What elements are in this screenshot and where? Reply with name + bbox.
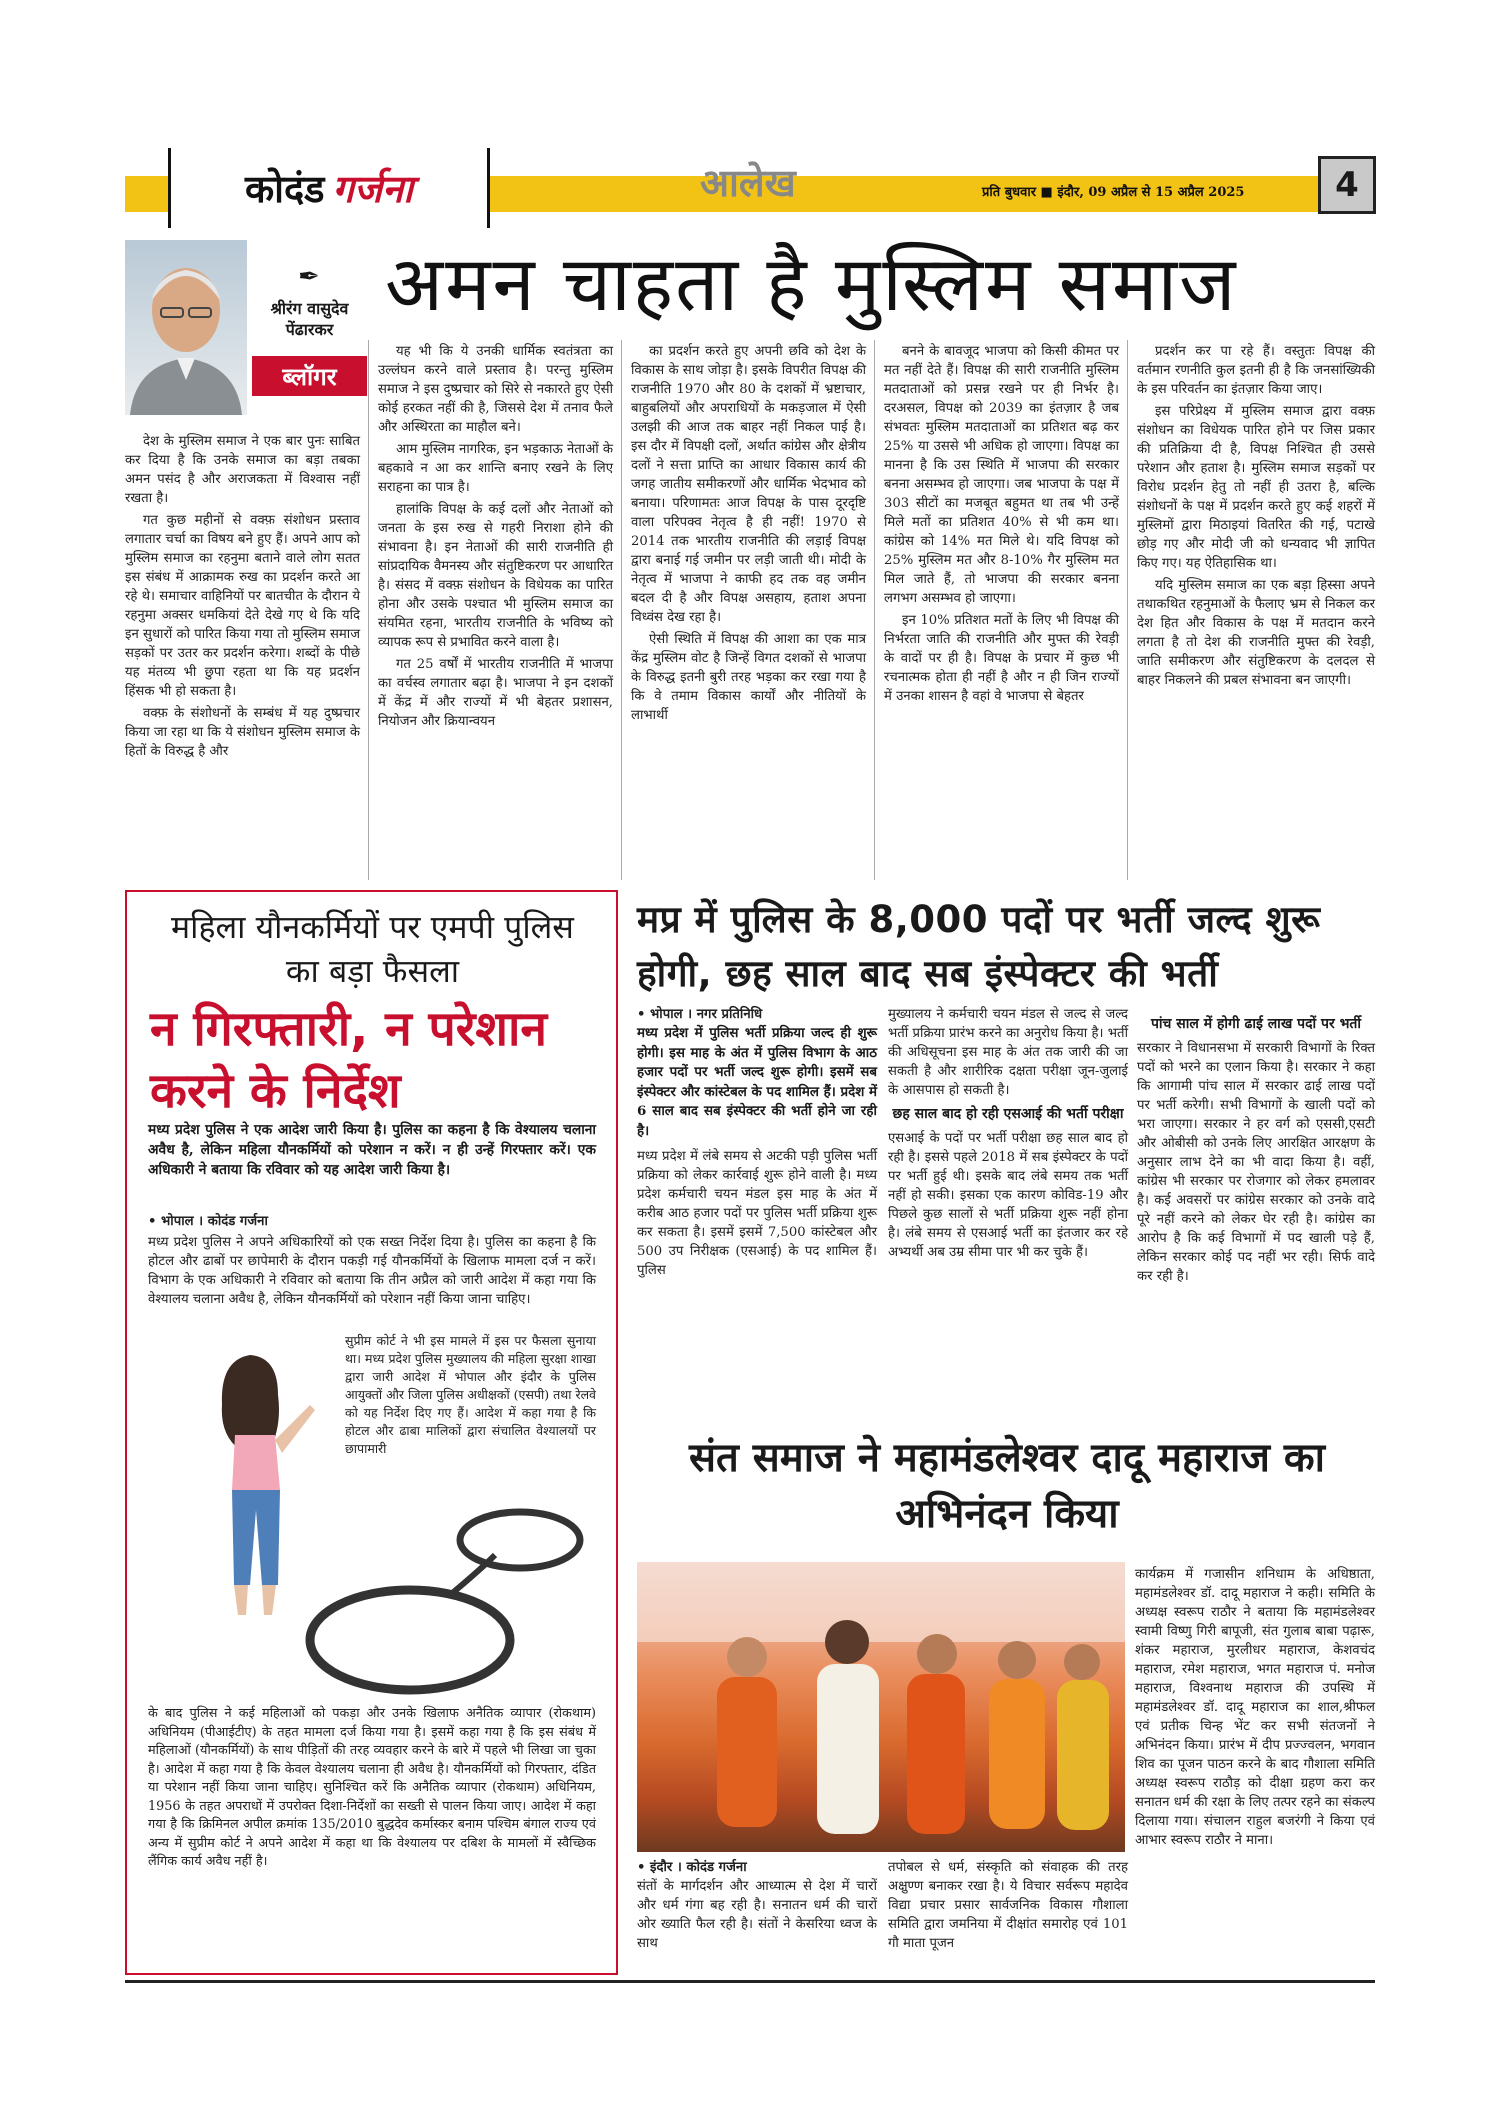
police-lead: मध्य प्रदेश में पुलिस भर्ती प्रक्रिया जल्द ही शुरू होगी। इस माह के अंत में पुलिस विभाग के आठ हजार पदों पर भर्ती जल्द शुरू होगी। इसमें सब इंस्पेक्टर और कांस्टेबल के पद शामिल हैं। प्रदेश में 6 साल बाद सब इंस्पेक्टर की भर्ती होने जा रही है। [637,1025,877,1139]
police-dateline: • भोपाल । नगर प्रतिनिधि [637,1007,763,1022]
police-body-3: एसआई के पदों पर भर्ती परीक्षा छह साल बाद हो रही है। इससे पहले 2018 में सब इंस्पेक्टर के पदों पर भर्ती हुई थी। इसके बाद लंबे समय तक भर्ती नहीं हो सकी। इसका एक कारण कोविड-19 और पिछले कुछ सालों से भर्ती प्रक्रिया शुरू नहीं होना है। लंबे समय से एसआई भर्ती का इंतजार कर रहे अभ्यर्थी अब उम्र सीमा पार भी कर चुके हैं। [888,1131,1128,1260]
sant-body-1: संतों के मार्गदर्शन और आध्यात्म से देश में चारों और धर्म गंगा बह रही है। सनातन धर्म की चारों ओर ख्याति फैल रही है। संतों ने केसरिया ध्वज के साथ [637,1879,877,1951]
bottom-rule [125,1980,1375,1983]
paragraph: यदि मुस्लिम समाज का एक बड़ा हिस्सा अपने तथाकथित रहनुमाओं के फैलाए भ्रम से निकल कर देश हित और विकास के पक्ष में मतदान करने लगता है तो देश की राजनीति मुफ्त की रेवड़ी, जाति समीकरण और संतुष्टिकरण के दलदल से बाहर निकलने की प्रबल संभावना बन जाएगी। [1137,578,1375,688]
mahila-body-2: सुप्रीम कोर्ट ने भी इस मामले में इस पर फैसला सुनाया था। मध्य प्रदेश पुलिस मुख्यालय की महिला सुरक्षा शाखा द्वारा जारी आदेश में भोपाल और इंदौर के पुलिस आयुक्तों और जिला पुलिस अधीक्षकों (एसपी) तथा रेलवे को यह निर्देश दिए गए हैं। आदेश में कहा गया है कि होटल और ढाबा मालिकों द्वारा संचालित वेश्यालयों पर छापामारी [345,1333,596,1456]
column-rule [1127,340,1128,880]
sant-dateline: • इंदौर । कोदंड गर्जना [637,1860,747,1875]
police-column-1 [637,1005,877,1280]
police-subhead-2: पांच साल में होगी ढाई लाख पदों पर भर्ती [1150,1016,1362,1032]
mahila-dateline: • भोपाल । कोदंड गर्जना [148,1214,268,1229]
police-body-1: मध्य प्रदेश में लंबे समय से अटकी पड़ी पुलिस भर्ती प्रक्रिया को लेकर कार्रवाई शुरू होने वाली है। मध्य प्रदेश कर्मचारी चयन मंडल इस माह के अंत में करीब आठ हजार पदों पर पुलिस भर्ती प्रक्रिया शुरू कर सकता है। इसमें इसमें 7,500 कांस्टेबल और 500 उप निरीक्षक (एसआई) के पद शामिल हैं। पुलिस [637,1149,877,1278]
mahila-lead: मध्य प्रदेश पुलिस ने एक आदेश जारी किया है। पुलिस का कहना है कि वेश्यालय चलाना अवैध है, लेकिन महिला यौनकर्मियों को परेशान न करें। न ही उन्हें गिरफ्तार करें। एक अधिकारी ने बताया कि रविवार को यह आदेश जारी किया है। [148,1122,596,1178]
author-role-badge: ब्लॉगर [252,356,367,396]
column-rule [621,340,622,880]
paragraph: गत कुछ महीनों से वक्फ़ संशोधन प्रस्ताव लगातार चर्चा का विषय बने हुए हैं। अपने आप को मुस्लिम समाज का रहनुमा बताने वाले लोग सतत इस संबंध में आक्रामक रुख का प्रदर्शन करते आ रहे थे। समाचार वाहिनियों पर बातचीत के दौरान ये रहनुमा अक्सर धमकियां देते देखे गए थे कि यदि इन सुधारों को पारित किया गया तो मुस्लिम समाज सड़कों पर उतर कर प्रदर्शन करेगा। शब्दों के पीछे यह मंतव्य भी छुपा रहता था कि यह प्रदर्शन हिंसक भी हो सकता है। [125,513,360,699]
paragraph: गत 25 वर्षों में भारतीय राजनीति में भाजपा का वर्चस्व लगातार बढ़ा है। भाजपा ने इन दशकों में केंद्र में और राज्यों में भी बेहतर प्रशासन, नियोजन और क्रियान्वयन [378,657,613,729]
opinion-headline: अमन चाहता है मुस्लिम समाज [385,239,1238,328]
logo-text-2: गर्जना [332,166,414,211]
handcuffs-illustration [300,1470,600,1700]
sant-column-1 [637,1858,877,1953]
mahila-kicker: महिला यौनकर्मियों पर एमपी पुलिस का बड़ा फैसला [171,908,574,990]
police-body-4: सरकार ने विधानसभा में सरकारी विभागों के रिक्त पदों को भरने का एलान किया है। सरकार ने कहा कि आगामी पांच साल में सरकार ढाई लाख पदों पर भर्ती करेगी। सभी विभागों के खाली पदों को भरा जाएगा। सरकार ने हर वर्ग को एससी,एसटी और ओबीसी को उनके लिए आरक्षित आरक्षण के अनुसार लाभ देने का भी वादा किया है। वहीं, कांग्रेस भी सरकार पर रोजगार को लेकर हमलावर है। कई अवसरों पर कांग्रेस सरकार को उनके वादे पूरे नहीं करने को लेकर घेर रही है। कांग्रेस का आरोप है कि कई विभागों में पद खाली पड़े हैं, लेकिन सरकार कोई पद नहीं भर रही। सिर्फ वादे कर रही है। [1137,1041,1375,1284]
pen-icon: ✒ [298,262,320,292]
paragraph: इस परिप्रेक्ष्य में मुस्लिम समाज द्वारा वक्फ़ संशोधन का विधेयक पारित होने पर जिस प्रकार की प्रतिक्रिया दी है, विपक्ष निश्चित ही उससे परेशान और हताश है। मुस्लिम समाज सड़कों पर विरोध प्रदर्शन हेतु तो नहीं ही उतरा है, बल्कि संशोधनों के पक्ष में प्रदर्शन करते हुए कई शहरों में मुस्लिमों द्वारा मिठाइयां वितरित की गई, पटाखे छोड़ गए और मोदी जी को धन्यवाद भी ज्ञापित किए गए। यह ऐतिहासिक था। [1137,404,1375,571]
event-photo [637,1562,1125,1852]
logo-text-1: कोदंड [244,166,325,211]
sant-headline: संत समाज ने महामंडलेश्वर दादू महाराज का अभिनंदन किया [689,1435,1325,1537]
column-rule [874,340,875,880]
author-photo [125,240,247,415]
paragraph: ऐसी स्थिति में विपक्ष की आशा का एक मात्र केंद्र मुस्लिम वोट है जिन्हें विगत दशकों से भाजपा के विरुद्ध इतनी बुरी तरह भड़का कर रखा गया है कि वे तमाम विकास कार्यों और नीतियों के लाभार्थी [631,632,866,723]
opinion-column-2 [378,342,613,734]
paragraph: का प्रदर्शन करते हुए अपनी छवि को देश के विकास के साथ जोड़ा है। इसके विपरीत विपक्ष की राजनीति 1970 और 80 के दशकों में भ्रष्टाचार, बाहुबलियों और अपराधियों के मकड़जाल में ऐसी उलझी की आज तक बाहर नहीं निकल पाई है। इस दौर में विपक्षी दलों, अर्थात कांग्रेस और क्षेत्रीय दलों ने सत्ता प्राप्ति का आधार विकास कार्य की जगह जातीय समीकरणों और धार्मिक भेदभाव को बनाया। परिणामतः आज विपक्ष के पास दूरदृष्टि वाला परिपक्व नेतृत्व है ही नहीं! 1970 से 2014 तक भारतीय राजनीति की लड़ाई विपक्ष द्वारा बनाई गई जमीन पर लड़ी जाती थी। मोदी के नेतृत्व में भाजपा ने काफी हद तक वह जमीन बदल दी है और विपक्ष असहाय, हताश अपना विध्वंस देख रहा है। [631,344,866,625]
police-body-2: मुख्यालय ने कर्मचारी चयन मंडल से जल्द से जल्द भर्ती प्रक्रिया प्रारंभ करने का अनुरोध किया है। भर्ती की अधिसूचना इस माह के अंत तक जारी की जा सकती है और शारीरिक दक्षता परीक्षा जून-जुलाई के आसपास हो सकती है। [888,1007,1128,1098]
paragraph: आम मुस्लिम नागरिक, इन भड़काऊ नेताओं के बहकावे न आ कर शान्ति बनाए रखने के लिए सराहना का पात्र है। [378,442,613,495]
page-number: 4 [1318,156,1376,214]
opinion-column-5 [1137,342,1375,693]
paragraph: प्रदर्शन कर पा रहे हैं। वस्तुतः विपक्ष की वर्तमान रणनीति कुल इतनी ही है कि जनसांख्यिकी के इस परिवर्तन का इंतज़ार किया जाए। [1137,344,1375,397]
paragraph: इन 10% प्रतिशत मतों के लिए भी विपक्ष की निर्भरता जाति की राजनीति और मुफ्त की रेवड़ी के वादों पर ही है। विपक्ष के प्रचार में कुछ भी रचनात्मक होता ही नहीं है और न ही जिन राज्यों में उनका शासन है वहां वे भाजपा से बेहतर [884,613,1119,704]
paragraph: बनने के बावजूद भाजपा को किसी कीमत पर मत नहीं देते हैं। विपक्ष की सारी राजनीति मुस्लिम मतदाताओं को प्रसन्न रखने पर ही निर्भर है। दरअसल, विपक्ष को 2039 का इंतज़ार है जब संभवतः मुस्लिम मतदाताओं का प्रतिशत बढ़ कर 25% या उससे भी अधिक हो जाएगा। विपक्ष का मानना है कि उस स्थिति में भाजपा की सरकार बनना असम्भव हो जाएगा। जब भाजपा के पक्ष में 303 सीटों का मजबूत बहुमत था तब भी उन्हें मिले मतों का प्रतिशत 40% से भी कम था। कांग्रेस को 14% मत मिले थे। यदि विपक्ष को 25% मुस्लिम मत और 8-10% गैर मुस्लिम मत मिल जाते हैं, तो भाजपा की सरकार बनना लगभग असम्भव हो जाएगा। [884,344,1119,606]
paragraph: देश के मुस्लिम समाज ने एक बार पुनः साबित कर दिया है कि उनके समाज का बड़ा तबका अमन पसंद है और अराजकता में विश्वास नहीं रखता है। [125,434,360,506]
opinion-column-3 [631,342,866,728]
mahila-headline: न गिरफ्तारी, न परेशान करने के निर्देश [150,1001,548,1119]
mahila-body-3: के बाद पुलिस ने कई महिलाओं को पकड़ा और उनके खिलाफ अनैतिक व्यापार (रोकथाम) अधिनियम (पीआईटीए) के तहत मामला दर्ज किया गया है। इसमें कहा गया है कि इस संबंध में महिलाओं (यौनकर्मियों) के साथ पीड़ितों की तरह व्यवहार करने के बारे में पहले भी लिखा जा चुका है। आदेश में कहा गया है कि केवल वेश्यालय चलाना ही अवैध है। यौनकर्मियों को गिरफ्तार, दंडित या परेशान नहीं किया जाना चाहिए। सुनिश्चित करें कि अनैतिक व्यापार (रोकथाम) अधिनियम, 1956 के तहत अपराधों में उपरोक्त दिशा-निर्देशों का सख्ती से पालन किया जाए। आदेश में कहा गया है कि क्रिमिनल अपील क्रमांक 135/2010 बुद्धदेव कर्मास्कर बनाम पश्चिम बंगाल राज्य एवं अन्य में सुप्रीम कोर्ट ने अपने आदेश में कहा था कि वेश्यालय पर दबिश के मामलों में स्वैच्छिक लैंगिक कार्य अवैध नहीं है। [148,1706,597,1869]
sant-side-text: कार्यक्रम में गजासीन शनिधाम के अधिष्ठाता, महामंडलेश्वर डॉ. दादू महाराज ने कही। समिति के अध्यक्ष स्वरूप राठौर ने बताया कि महामंडलेश्वर स्वामी विष्णु गिरी बापूजी, संत गुलाब बाबा पढ़ारू, शंकर महाराज, मुरलीधर महाराज, केशवचंद महाराज, रमेश महाराज, भगत महाराज पं. मनोज महाराज, विश्वनाथ महाराज की उपस्थि में महामंडलेश्वर डॉ. दादू महाराज का शाल,श्रीफल एवं प्रतीक चिन्ह भेंट कर सभी संतजनों ने अभिनंदन किया। प्रारंभ में दीप प्रज्ज्वलन, भगवान शिव का पूजन पाठन करने के बाद गौशाला समिति अध्यक्ष स्वरूप राठौड़ को दीक्षा ग्रहण करा कर सनातन धर्म की रक्षा के लिए तत्पर रहने का संकल्प दिलाया गया। संचालन राहुल बजरंगी ने किया एवं आभार स्वरूप राठौर ने माना। [1135,1567,1375,1848]
sant-body-2: तपोबल से धर्म, संस्कृति को संवाहक की तरह अक्षुण्ण बनाकर रखा है। ये विचार सर्वरूप महादेव विद्या प्रचार प्रसार सार्वजनिक विकास गौशाला समिति द्वारा जमनिया में दीक्षांत समारोह एवं 101 गौ माता पूजन [888,1860,1128,1951]
paragraph: हालांकि विपक्ष के कई दलों और नेताओं को जनता के इस रुख से गहरी निराशा होने की संभावना है। इन नेताओं की सारी राजनीति ही सांप्रदायिक वैमनस्य और संतुष्टिकरण पर आधारित है। संसद में वक्फ़ संशोधन के विधेयक का पारित होना और उसके पश्चात भी मुस्लिम समाज का संयमित रहना, भारतीय राजनीति के भविष्य को व्यापक रूप से प्रभावित करने वाला है। [378,502,613,650]
police-subhead-1: छह साल बाद हो रही एसआई की भर्ती परीक्षा [892,1106,1124,1122]
issue-dateline: प्रति बुधवार ■ इंदौर, 09 अप्रैल से 15 अप्रैल 2025 [982,185,1245,200]
opinion-column-4 [884,342,1119,709]
column-rule [368,340,369,880]
masthead-logo[interactable] [168,148,490,228]
police-headline: मप्र में पुलिस के 8,000 पदों पर भर्ती जल्द शुरू होगी, छह साल बाद सब इंस्पेक्टर की भर्ती [637,898,1321,995]
opinion-column-1 [125,432,360,764]
mahila-body-1: मध्य प्रदेश पुलिस ने अपने अधिकारियों को एक सख्त निर्देश दिया है। पुलिस का कहना है कि होटल और ढाबों पर छापेमारी के दौरान पकड़ी गई यौनकर्मियों के खिलाफ मामला दर्ज न करें। विभाग के एक अधिकारी ने रविवार को बताया कि तीन अप्रैल को जारी आदेश में कहा गया कि वेश्यालय चलाना अवैध है, लेकिन यौनकर्मियों को परेशान नहीं किया जाना चाहिए। [148,1235,596,1307]
paragraph: वक्फ़ के संशोधनों के सम्बंध में यह दुष्प्रचार किया जा रहा था कि ये संशोधन मुस्लिम समाज के हितों के विरुद्ध है और [125,706,360,759]
police-column-2 [888,1005,1128,1262]
section-title: आलेख [700,160,796,205]
police-column-3 [1137,1010,1375,1286]
author-name: श्रीरंग वासुदेव पेंढारकर [270,299,349,339]
paragraph: यह भी कि ये उनकी धार्मिक स्वतंत्रता का उल्लंघन करने वाले प्रस्ताव है। परन्तु मुस्लिम समाज ने इस दुष्प्रचार को सिरे से नकारते हुए ऐसी कोई हरकत नहीं की है, जिससे देश में तनाव फैले और अस्थिरता का माहौल बने। [378,344,613,435]
